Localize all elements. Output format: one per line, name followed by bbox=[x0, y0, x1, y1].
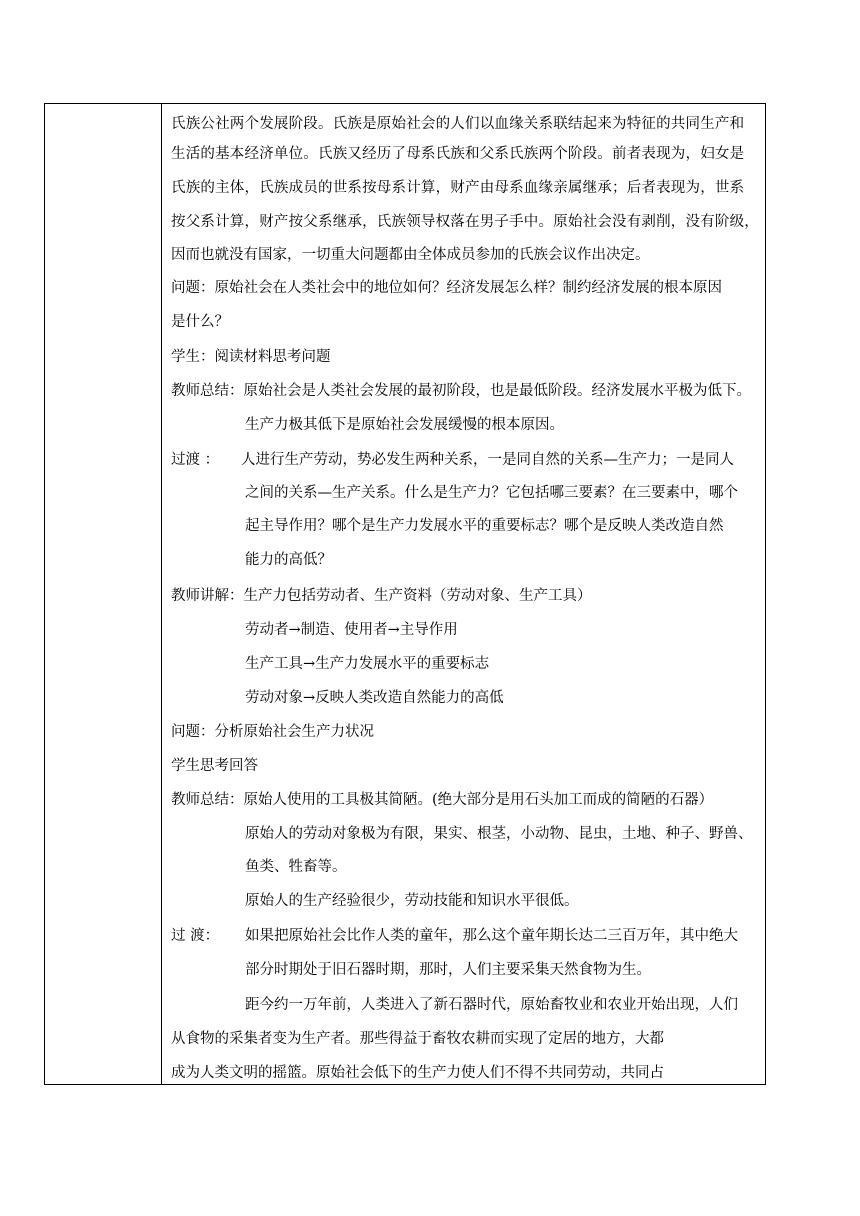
column-divider bbox=[161, 104, 162, 1084]
teacher-summary-line: 教师总结：原始社会是人类社会发展的最初阶段，也是最低阶段。经济发展水平极为低下。 bbox=[171, 383, 751, 399]
transition-line: 如果把原始社会比作人类的童年，那么这个童年期长达二三百万年，其中绝大 bbox=[245, 928, 738, 944]
transition-line: 人进行生产劳动，势必发生两种关系，一是同自然的关系—生产力；一是同人 bbox=[241, 452, 734, 468]
transition-line: 之间的关系—生产关系。什么是生产力？它包括哪三要素？在三要素中，哪个 bbox=[245, 485, 738, 501]
teacher-summary-line: 生产力极其低下是原始社会发展缓慢的根本原因。 bbox=[245, 417, 564, 433]
transition-label: 过 渡： bbox=[171, 928, 220, 944]
lecture-line: 教师讲解：生产力包括劳动者、生产资料（劳动对象、生产工具） bbox=[171, 588, 592, 604]
lecture-line: 劳动对象→反映人类改造自然能力的高低 bbox=[245, 690, 504, 706]
transition-line: 部分时期处于旧石器时期，那时，人们主要采集天然食物为生。 bbox=[245, 962, 651, 978]
teacher-summary-line: 原始人的劳动对象极为有限，果实、根茎，小动物、昆虫，土地、种子、野兽、 bbox=[245, 826, 753, 842]
transition-line: 起主导作用？哪个是生产力发展水平的重要标志？哪个是反映人类改造自然 bbox=[245, 518, 724, 534]
lesson-table bbox=[44, 103, 766, 1085]
transition-line: 成为人类文明的摇篮。原始社会低下的生产力使人们不得不共同劳动，共同占 bbox=[171, 1065, 664, 1081]
question-line: 问题：原始社会在人类社会中的地位如何？经济发展怎么样？制约经济发展的根本原因 bbox=[171, 280, 722, 296]
lecture-line: 生产工具→生产力发展水平的重要标志 bbox=[245, 656, 490, 672]
teacher-summary-line: 教师总结：原始人使用的工具极其简陋。(绝大部分是用石头加工而成的简陋的石器） bbox=[171, 792, 714, 808]
text-line: 氏族的主体，氏族成员的世系按母系计算，财产由母系血缘亲属继承；后者表现为，世系 bbox=[171, 180, 745, 196]
text-line: 氏族公社两个发展阶段。氏族是原始社会的人们以血缘关系联结起来为特征的共同生产和 bbox=[171, 116, 745, 132]
student-line: 学生：阅读材料思考问题 bbox=[171, 349, 331, 365]
transition-line: 能力的高低？ bbox=[245, 552, 332, 568]
text-line: 按父系计算，财产按父系继承，氏族领导权落在男子手中。原始社会没有剥削，没有阶级， bbox=[171, 214, 759, 230]
lecture-line: 劳动者→制造、使用者→主导作用 bbox=[245, 622, 458, 638]
question-line: 是什么？ bbox=[171, 314, 229, 330]
text-line: 因而也就没有国家，一切重大问题都由全体成员参加的氏族会议作出决定。 bbox=[171, 247, 650, 263]
student-line: 学生思考回答 bbox=[171, 758, 258, 774]
text-line: 生活的基本经济单位。氏族又经历了母系氏族和父系氏族两个阶段。前者表现为，妇女是 bbox=[171, 146, 745, 162]
teacher-summary-line: 原始人的生产经验很少，劳动技能和知识水平很低。 bbox=[245, 893, 579, 909]
question-line: 问题：分析原始社会生产力状况 bbox=[171, 724, 374, 740]
transition-label: 过渡 ： bbox=[171, 452, 220, 468]
transition-line: 距今约一万年前，人类进入了新石器时代，原始畜牧业和农业开始出现，人们 bbox=[245, 997, 738, 1013]
transition-line: 从食物的采集者变为生产者。那些得益于畜牧农耕而实现了定居的地方，大都 bbox=[171, 1031, 664, 1047]
teacher-summary-line: 鱼类、牲畜等。 bbox=[245, 859, 347, 875]
